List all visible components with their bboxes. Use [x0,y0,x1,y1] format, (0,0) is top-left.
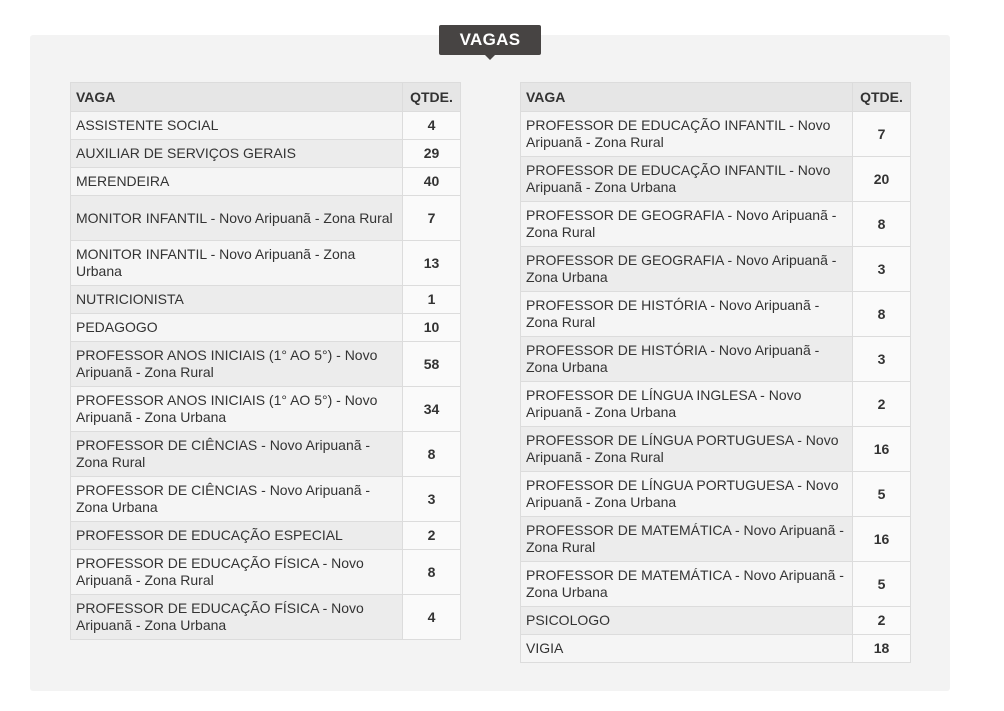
vaga-cell: VIGIA [521,635,853,663]
table-row [521,427,911,472]
table-row [71,522,461,550]
vaga-cell: PEDAGOGO [71,314,403,342]
column-header-qtde: QTDE. [403,83,461,112]
table-header-row [521,83,911,112]
table-row [71,550,461,595]
table-row [521,112,911,157]
column-header-vaga: VAGA [71,83,403,112]
table-row [71,595,461,640]
vagas-table-left [70,82,461,640]
vaga-cell: PROFESSOR DE HISTÓRIA - Novo Aripuanã - Zona Rural [521,292,853,337]
table-row [71,168,461,196]
qtde-cell: 40 [403,168,461,196]
vaga-cell: NUTRICIONISTA [71,286,403,314]
table-row [71,112,461,140]
table-row [521,472,911,517]
vaga-cell: PROFESSOR ANOS INICIAIS (1° AO 5°) - Novo Aripuanã - Zona Rural [71,342,403,387]
vaga-cell: PROFESSOR DE MATEMÁTICA - Novo Aripuanã - Zona Rural [521,517,853,562]
qtde-cell: 29 [403,140,461,168]
qtde-cell: 20 [853,157,911,202]
qtde-cell: 2 [403,522,461,550]
vaga-cell: PROFESSOR DE CIÊNCIAS - Novo Aripuanã - Zona Urbana [71,477,403,522]
section-title: VAGAS [439,25,541,55]
column-header-vaga: VAGA [521,83,853,112]
vaga-cell: PROFESSOR DE LÍNGUA PORTUGUESA - Novo Aripuanã - Zona Rural [521,427,853,472]
vaga-cell: MERENDEIRA [71,168,403,196]
table-row [71,196,461,241]
qtde-cell: 5 [853,472,911,517]
qtde-cell: 7 [403,196,461,241]
qtde-cell: 16 [853,517,911,562]
vaga-cell: PROFESSOR DE EDUCAÇÃO INFANTIL - Novo Aripuanã - Zona Rural [521,112,853,157]
qtde-cell: 34 [403,387,461,432]
vaga-cell: PROFESSOR DE MATEMÁTICA - Novo Aripuanã - Zona Urbana [521,562,853,607]
column-header-qtde: QTDE. [853,83,911,112]
table-row [521,157,911,202]
qtde-cell: 8 [403,432,461,477]
table-row [521,517,911,562]
vaga-cell: ASSISTENTE SOCIAL [71,112,403,140]
table-row [521,607,911,635]
vagas-table-right [520,82,911,663]
qtde-cell: 8 [853,202,911,247]
qtde-cell: 8 [853,292,911,337]
qtde-cell: 4 [403,112,461,140]
vaga-cell: PROFESSOR DE LÍNGUA PORTUGUESA - Novo Aripuanã - Zona Urbana [521,472,853,517]
qtde-cell: 3 [853,337,911,382]
vaga-cell: PROFESSOR DE EDUCAÇÃO INFANTIL - Novo Aripuanã - Zona Urbana [521,157,853,202]
table-row [521,382,911,427]
qtde-cell: 2 [853,382,911,427]
qtde-cell: 4 [403,595,461,640]
table-row [71,342,461,387]
table-row [521,337,911,382]
table-row [71,286,461,314]
table-row [521,562,911,607]
qtde-cell: 13 [403,241,461,286]
vaga-cell: PROFESSOR ANOS INICIAIS (1° AO 5°) - Novo Aripuanã - Zona Urbana [71,387,403,432]
vaga-cell: PROFESSOR DE EDUCAÇÃO FÍSICA - Novo Aripuanã - Zona Rural [71,550,403,595]
table-row [71,241,461,286]
vaga-cell: MONITOR INFANTIL - Novo Aripuanã - Zona Urbana [71,241,403,286]
table-row [521,292,911,337]
qtde-cell: 3 [403,477,461,522]
qtde-cell: 3 [853,247,911,292]
vaga-cell: PROFESSOR DE GEOGRAFIA - Novo Aripuanã - Zona Urbana [521,247,853,292]
table-row [71,314,461,342]
vaga-cell: PSICOLOGO [521,607,853,635]
qtde-cell: 8 [403,550,461,595]
table-row [521,635,911,663]
vaga-cell: PROFESSOR DE GEOGRAFIA - Novo Aripuanã - Zona Rural [521,202,853,247]
qtde-cell: 2 [853,607,911,635]
table-row [521,202,911,247]
table-row [521,247,911,292]
table-header-row [71,83,461,112]
qtde-cell: 1 [403,286,461,314]
vaga-cell: AUXILIAR DE SERVIÇOS GERAIS [71,140,403,168]
vaga-cell: PROFESSOR DE EDUCAÇÃO FÍSICA - Novo Aripuanã - Zona Urbana [71,595,403,640]
table-row [71,477,461,522]
table-row [71,387,461,432]
table-row [71,140,461,168]
vaga-cell: PROFESSOR DE HISTÓRIA - Novo Aripuanã - Zona Urbana [521,337,853,382]
qtde-cell: 58 [403,342,461,387]
vaga-cell: PROFESSOR DE CIÊNCIAS - Novo Aripuanã - Zona Rural [71,432,403,477]
qtde-cell: 18 [853,635,911,663]
vaga-cell: MONITOR INFANTIL - Novo Aripuanã - Zona Rural [71,196,403,241]
qtde-cell: 5 [853,562,911,607]
vaga-cell: PROFESSOR DE LÍNGUA INGLESA - Novo Aripuanã - Zona Urbana [521,382,853,427]
vaga-cell: PROFESSOR DE EDUCAÇÃO ESPECIAL [71,522,403,550]
table-row [71,432,461,477]
qtde-cell: 10 [403,314,461,342]
qtde-cell: 7 [853,112,911,157]
qtde-cell: 16 [853,427,911,472]
